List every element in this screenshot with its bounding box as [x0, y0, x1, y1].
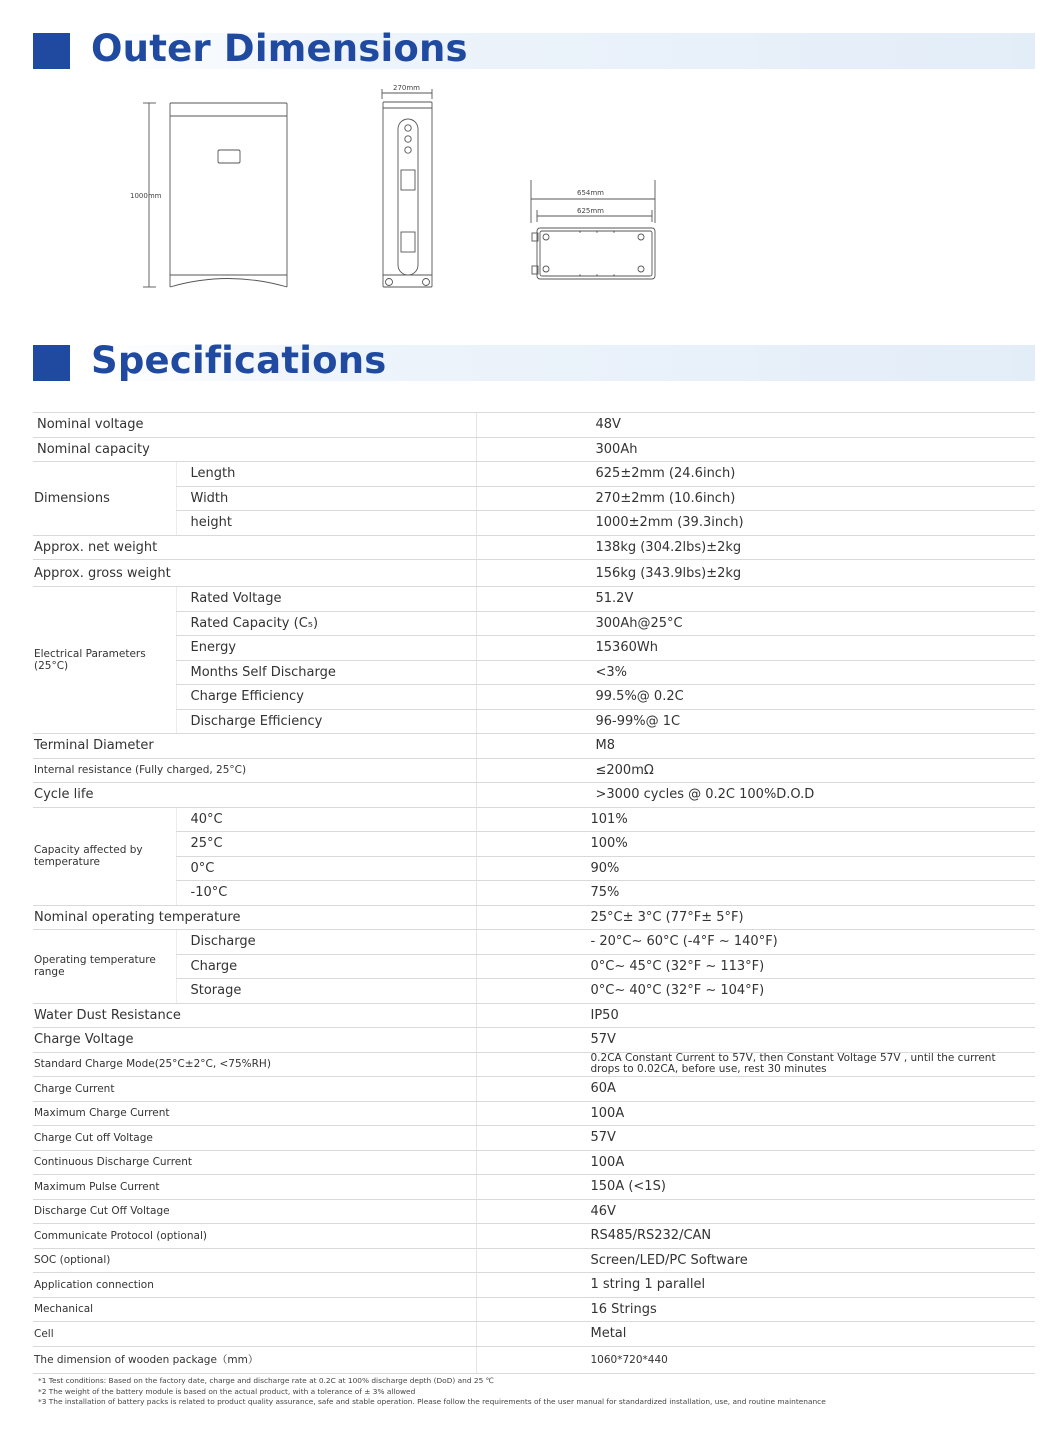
dimension-drawings [0, 75, 1046, 305]
front-height-label: 1000mm [130, 192, 162, 200]
table-row [33, 783, 1035, 808]
spec-value: RS485/RS232/CAN [476, 1224, 1035, 1249]
spec-label: The dimension of wooden package（mm） [33, 1346, 476, 1373]
spec-value: 100% [476, 832, 1035, 857]
spec-value: 1 string 1 parallel [476, 1273, 1035, 1298]
table-row [33, 856, 1035, 881]
table-row [33, 1101, 1035, 1126]
footnotes [38, 1376, 1028, 1408]
operating-range-label-line2: range [34, 966, 65, 979]
footnote-1: *1 Test conditions: Based on the factory date, charge and discharge rate at 0.2C at 100% discharge depth (DoD) and 25 ℃ [38, 1376, 494, 1385]
spec-table [33, 412, 1035, 1374]
spec-sub-label: height [176, 511, 476, 536]
spec-sub-label: Rated Capacity (C₅) [176, 611, 476, 636]
spec-label: Continuous Discharge Current [33, 1150, 476, 1175]
spec-value: 25°C± 3°C (77°F± 5°F) [476, 905, 1035, 930]
outer-dimensions-header [33, 27, 1035, 70]
spec-value: 96-99%@ 1C [476, 709, 1035, 734]
spec-sub-label: Length [176, 462, 476, 487]
electrical-label-line2: (25°C) [34, 660, 69, 672]
spec-label: Internal resistance (Fully charged, 25°C) [33, 758, 476, 783]
spec-label: Nominal operating temperature [33, 905, 476, 930]
header-square-marker [33, 33, 70, 69]
table-row [33, 587, 1035, 612]
table-row [33, 1248, 1035, 1273]
spec-value: <3% [476, 660, 1035, 685]
spec-label: Terminal Diameter [33, 734, 476, 759]
spec-value: 99.5%@ 0.2C [476, 685, 1035, 710]
table-row [33, 437, 1035, 462]
spec-value: 300Ah@25°C [476, 611, 1035, 636]
top-view-dots [579, 231, 615, 276]
table-row [33, 807, 1035, 832]
capacity-temp-label-line2: temperature [34, 856, 100, 868]
electrical-label-line1: Electrical Parameters [34, 648, 146, 660]
spec-value: 1000±2mm (39.3inch) [476, 511, 1035, 536]
header-square-marker [33, 345, 70, 381]
spec-group-label [33, 930, 176, 1004]
spec-sub-label: Rated Voltage [176, 587, 476, 612]
spec-value: >3000 cycles @ 0.2C 100%D.O.D [476, 783, 1035, 808]
table-row [33, 535, 1035, 560]
spec-value: 138kg (304.2lbs)±2kg [476, 535, 1035, 560]
spec-sub-label: Energy [176, 636, 476, 661]
table-row [33, 905, 1035, 930]
side-view-drawing [382, 89, 432, 287]
table-row [33, 636, 1035, 661]
spec-sub-label: Width [176, 486, 476, 511]
spec-label: Standard Charge Mode(25°C±2°C, <75%RH) [33, 1052, 476, 1077]
spec-label: Charge Cut off Voltage [33, 1126, 476, 1151]
table-row [33, 611, 1035, 636]
spec-sub-label: Charge [176, 954, 476, 979]
spec-group-label [33, 587, 176, 734]
capacity-temp-label-line1: Capacity affected by [34, 844, 143, 856]
spec-value: 156kg (343.9lbs)±2kg [476, 560, 1035, 587]
spec-label: SOC (optional) [33, 1248, 476, 1273]
table-row [33, 413, 1035, 438]
table-row [33, 1224, 1035, 1249]
table-row [33, 734, 1035, 759]
spec-value: 0°C~ 45°C (32°F ~ 113°F) [476, 954, 1035, 979]
spec-value: 51.2V [476, 587, 1035, 612]
table-row [33, 1150, 1035, 1175]
table-row [33, 1052, 1035, 1077]
table-row [33, 954, 1035, 979]
spec-value: 100A [476, 1150, 1035, 1175]
table-row [33, 1273, 1035, 1298]
spec-value: 1060*720*440 [476, 1346, 1035, 1373]
spec-label: Approx. gross weight [33, 560, 476, 587]
table-row [33, 560, 1035, 587]
spec-sub-label: Discharge Efficiency [176, 709, 476, 734]
standard-charge-value-line1: 0.2CA Constant Current to 57V, then Constant Voltage 57V , until the current [590, 1052, 996, 1065]
spec-value: 270±2mm (10.6inch) [476, 486, 1035, 511]
table-row [33, 930, 1035, 955]
table-row [33, 511, 1035, 536]
spec-sub-label: Discharge [176, 930, 476, 955]
front-view-drawing [143, 103, 287, 287]
spec-value: 15360Wh [476, 636, 1035, 661]
spec-value [476, 1052, 1035, 1077]
outer-dimensions-title: Outer Dimensions [91, 27, 468, 70]
standard-charge-value-line2: drops to 0.02CA, before use, rest 30 minutes [590, 1063, 827, 1076]
spec-sub-label: Charge Efficiency [176, 685, 476, 710]
spec-label: Discharge Cut Off Voltage [33, 1199, 476, 1224]
spec-value: M8 [476, 734, 1035, 759]
table-row [33, 486, 1035, 511]
spec-label: Nominal voltage [33, 413, 476, 438]
spec-value: 16 Strings [476, 1297, 1035, 1322]
side-width-label: 270mm [393, 84, 420, 92]
table-row [33, 709, 1035, 734]
table-row [33, 1003, 1035, 1028]
spec-label: Water Dust Resistance [33, 1003, 476, 1028]
spec-value: 300Ah [476, 437, 1035, 462]
spec-label: Charge Voltage [33, 1028, 476, 1053]
table-row [33, 979, 1035, 1004]
spec-sub-label: 40°C [176, 807, 476, 832]
spec-label: Maximum Pulse Current [33, 1175, 476, 1200]
spec-value: - 20°C~ 60°C (-4°F ~ 140°F) [476, 930, 1035, 955]
spec-value: 60A [476, 1077, 1035, 1102]
spec-value: 46V [476, 1199, 1035, 1224]
spec-value: Metal [476, 1322, 1035, 1347]
spec-value: 0°C~ 40°C (32°F ~ 104°F) [476, 979, 1035, 1004]
top-inner-label: 625mm [577, 207, 604, 215]
table-row [33, 832, 1035, 857]
table-row [33, 1126, 1035, 1151]
spec-value: 57V [476, 1028, 1035, 1053]
spec-sub-label: Storage [176, 979, 476, 1004]
specifications-title: Specifications [91, 339, 387, 382]
spec-value: 57V [476, 1126, 1035, 1151]
spec-value: ≤200mΩ [476, 758, 1035, 783]
spec-value: Screen/LED/PC Software [476, 1248, 1035, 1273]
table-row [33, 881, 1035, 906]
top-outer-label: 654mm [577, 189, 604, 197]
spec-label: Application connection [33, 1273, 476, 1298]
spec-value: IP50 [476, 1003, 1035, 1028]
spec-value: 101% [476, 807, 1035, 832]
spec-label: Mechanical [33, 1297, 476, 1322]
spec-value: 100A [476, 1101, 1035, 1126]
table-row [33, 1175, 1035, 1200]
specifications-header [33, 339, 1035, 382]
spec-label: Cycle life [33, 783, 476, 808]
table-row [33, 1077, 1035, 1102]
spec-value: 75% [476, 881, 1035, 906]
spec-value: 625±2mm (24.6inch) [476, 462, 1035, 487]
spec-label: Nominal capacity [33, 437, 476, 462]
spec-value: 90% [476, 856, 1035, 881]
spec-label: Communicate Protocol (optional) [33, 1224, 476, 1249]
spec-value: 48V [476, 413, 1035, 438]
table-row [33, 685, 1035, 710]
spec-group-label [33, 807, 176, 905]
footnote-3: *3 The installation of battery packs is related to product quality assurance, safe and stable operation. Please follow the requirements of the user manual for standardized installation, use, and routine maintenance [38, 1397, 826, 1406]
footnote-2: *2 The weight of the battery module is based on the actual product, with a tolerance of ± 3% allowed [38, 1386, 416, 1396]
spec-label: Charge Current [33, 1077, 476, 1102]
spec-value: 150A (<1S) [476, 1175, 1035, 1200]
operating-range-label-line1: Operating temperature [34, 954, 156, 967]
spec-label: Approx. net weight [33, 535, 476, 560]
spec-sub-label: 0°C [176, 856, 476, 881]
table-row [33, 1346, 1035, 1373]
spec-label: Cell [33, 1322, 476, 1347]
table-row [33, 660, 1035, 685]
table-row [33, 1322, 1035, 1347]
spec-group-label: Dimensions [33, 462, 176, 536]
spec-sub-label: -10°C [176, 881, 476, 906]
table-row [33, 1028, 1035, 1053]
table-row [33, 462, 1035, 487]
table-row [33, 1297, 1035, 1322]
spec-sub-label: Months Self Discharge [176, 660, 476, 685]
spec-sub-label: 25°C [176, 832, 476, 857]
spec-label: Maximum Charge Current [33, 1101, 476, 1126]
table-row [33, 758, 1035, 783]
table-row [33, 1199, 1035, 1224]
